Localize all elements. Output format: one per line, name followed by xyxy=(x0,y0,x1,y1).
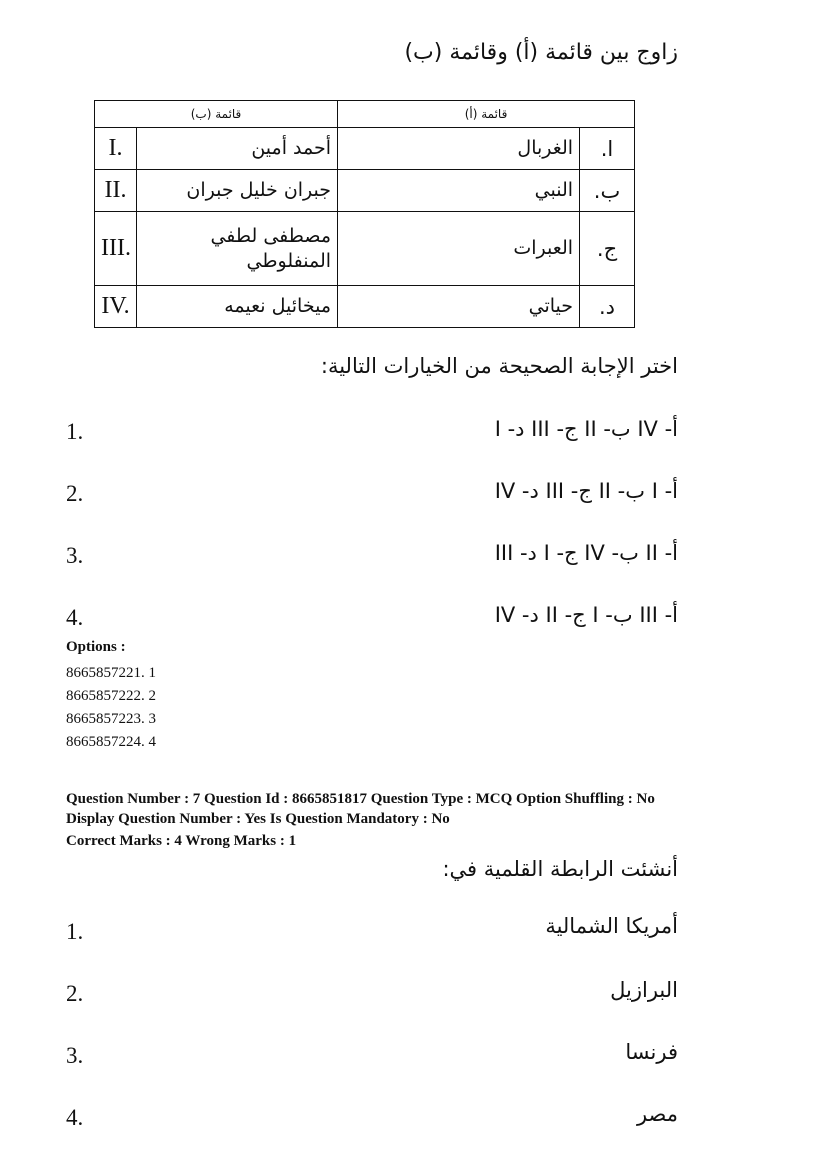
table-row xyxy=(95,212,635,286)
list-a-cell: الغربال xyxy=(338,128,580,170)
choice-text: أمريكا الشمالية xyxy=(545,914,678,938)
instruction-text: اختر الإجابة الصحيحة من الخيارات التالية: xyxy=(320,354,678,378)
numeral-cell: II. xyxy=(95,170,137,212)
choice-number: 1. xyxy=(66,419,84,444)
choice-number: 3. xyxy=(66,1043,84,1068)
list-a-cell: النبي xyxy=(338,170,580,212)
choice-number: 3. xyxy=(66,543,84,568)
list-b-cell: مصطفى لطفي المنفلوطي xyxy=(137,212,338,286)
choice-number: 4. xyxy=(66,1105,84,1130)
question-marks: Correct Marks : 4 Wrong Marks : 1 xyxy=(66,833,297,849)
question-title: زاوج بين قائمة (أ) وقائمة (ب) xyxy=(404,40,678,65)
choice-text: أ- II ب- IV ج- I د- III xyxy=(494,541,678,565)
list-a-cell: العبرات xyxy=(338,212,580,286)
table-header-row xyxy=(95,101,635,128)
table-row xyxy=(95,128,635,170)
letter-cell: ج. xyxy=(580,212,635,286)
letter-cell: ب. xyxy=(580,170,635,212)
question-meta: Question Number : 7 Question Id : 8665851817 Question Type : MCQ Option Shuffling : No xyxy=(66,791,655,807)
question-title: أنشئت الرابطة القلمية في: xyxy=(442,857,678,881)
choice-text: أ- I ب- II ج- III د- IV xyxy=(494,479,678,503)
option-id: 8665857221. 1 xyxy=(66,665,156,681)
choice-text: أ- III ب- I ج- II د- IV xyxy=(494,603,678,627)
option-id: 8665857223. 3 xyxy=(66,711,156,727)
choice-text: البرازيل xyxy=(610,978,678,1002)
list-b-cell: ميخائيل نعيمه xyxy=(137,286,338,328)
option-id: 8665857222. 2 xyxy=(66,688,156,704)
list-a-header: قائمة (أ) xyxy=(338,101,635,128)
choice-number: 2. xyxy=(66,481,84,506)
choice-text: فرنسا xyxy=(625,1040,678,1064)
letter-cell: د. xyxy=(580,286,635,328)
choice-number: 2. xyxy=(66,981,84,1006)
option-id: 8665857224. 4 xyxy=(66,734,156,750)
list-b-cell: أحمد أمين xyxy=(137,128,338,170)
matching-table xyxy=(94,100,635,328)
list-a-cell: حياتي xyxy=(338,286,580,328)
list-b-header: قائمة (ب) xyxy=(95,101,338,128)
table-row xyxy=(95,170,635,212)
options-label: Options : xyxy=(66,639,126,655)
question-meta: Display Question Number : Yes Is Question Mandatory : No xyxy=(66,811,450,827)
choice-number: 1. xyxy=(66,919,84,944)
choice-number: 4. xyxy=(66,605,84,630)
table-row xyxy=(95,286,635,328)
choice-text: مصر xyxy=(636,1102,678,1126)
choice-text: أ- IV ب- II ج- III د- I xyxy=(494,417,678,441)
numeral-cell: I. xyxy=(95,128,137,170)
numeral-cell: IV. xyxy=(95,286,137,328)
numeral-cell: III. xyxy=(95,212,137,286)
letter-cell: ا. xyxy=(580,128,635,170)
list-b-cell: جبران خليل جبران xyxy=(137,170,338,212)
